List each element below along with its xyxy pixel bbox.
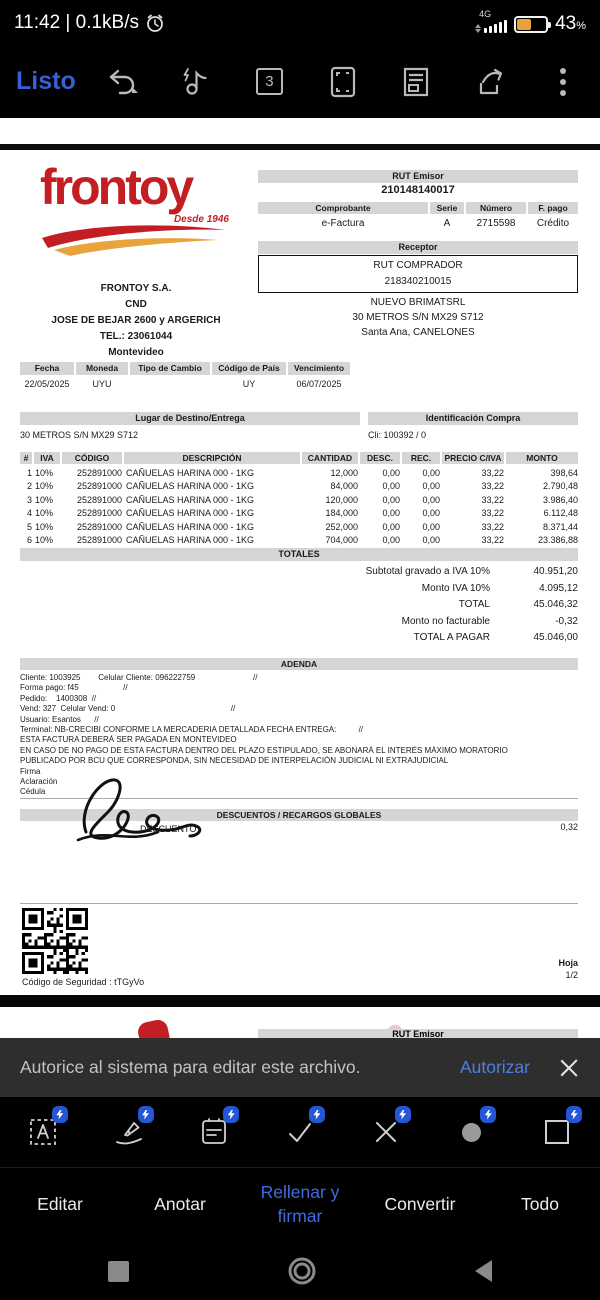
meta-table <box>20 362 352 389</box>
adenda-line: Cliente: 1003925 Celular Cliente: 096222759 // <box>20 673 258 682</box>
brand-name: frontoy <box>40 159 192 215</box>
brand-tagline: Desde 1946 <box>173 214 229 225</box>
comprobante-table <box>258 202 578 229</box>
document-page-2[interactable] <box>0 1007 600 1038</box>
total-row: Monto no facturable -0,32 <box>401 615 578 627</box>
adenda-line: Terminal: NB-CRECIBI CONFORME LA MERCADERIA DETALLADA FECHA ENTREGA: // <box>20 725 364 735</box>
numero-value: 2715598 <box>476 218 516 229</box>
page-separator <box>0 995 600 1007</box>
item-row: 1 10% 252891000 CAÑUELAS HARINA 000 - 1KG 12,000 0,00 0,00 33,22 398,64 <box>26 467 578 478</box>
receptor-name: NUEVO BRIMATSRL <box>370 297 466 308</box>
status-bar <box>0 0 600 45</box>
comprobante-value: e-Factura <box>321 218 365 229</box>
items-header-cell: DESCRIPCIÓN <box>124 452 300 464</box>
premium-badge-icon <box>566 1106 582 1123</box>
page-number-button[interactable] <box>248 61 290 103</box>
rectangle-icon <box>545 1120 569 1144</box>
adenda-line: Aclaración <box>20 777 58 787</box>
data-arrows-icon <box>475 24 481 33</box>
rectangle-tool[interactable] <box>535 1110 579 1154</box>
item-row: 3 10% 252891000 CAÑUELAS HARINA 000 - 1KG 120,000 0,00 0,00 33,22 3.986,40 <box>26 494 578 505</box>
receptor-city: Santa Ana, CANELONES <box>361 327 475 338</box>
identificacion-value: Cli: 100392 / 0 <box>368 430 427 440</box>
fit-page-icon <box>328 65 358 99</box>
meta-value-cell <box>130 375 210 389</box>
premium-badge-icon <box>138 1106 154 1123</box>
tab-convertir[interactable]: Convertir <box>384 1194 456 1215</box>
emisor-line: TEL.: 23061044 <box>99 331 173 342</box>
fit-page-button[interactable] <box>322 61 364 103</box>
clock-and-netspeed: 11:42 | 0.1kB/s <box>14 11 139 33</box>
meta-value-cell: UYU <box>92 379 112 389</box>
edit-permission-banner <box>0 1038 600 1097</box>
home-button[interactable] <box>286 1255 318 1287</box>
descuento-value: 0,32 <box>560 822 578 832</box>
page2-rut-emisor-label: RUT Emisor <box>258 1029 578 1038</box>
premium-badge-icon <box>309 1106 325 1123</box>
meta-header-cell: Código de País <box>212 362 286 375</box>
battery-percent: 43% <box>555 13 586 34</box>
tab-rellenar-y-firmar[interactable]: Rellenar y firmar <box>260 1182 340 1226</box>
rut-comprador-box <box>258 255 578 293</box>
undo-button[interactable] <box>102 61 144 103</box>
items-header-cell: CANTIDAD <box>302 452 358 464</box>
numero-label: Número <box>466 202 526 214</box>
undo-icon <box>106 67 140 97</box>
cross-tool[interactable] <box>364 1110 408 1154</box>
frontoy-logo <box>40 159 235 258</box>
premium-badge-icon <box>395 1106 411 1123</box>
dot-icon <box>462 1123 481 1142</box>
bottom-tab-bar <box>0 1168 600 1242</box>
items-header-cell: IVA <box>34 452 60 464</box>
destino-value: 30 METROS S/N MX29 S712 <box>20 430 139 440</box>
fpago-value: Crédito <box>536 218 570 229</box>
tab-todo[interactable]: Todo <box>521 1194 559 1215</box>
serie-value: A <box>443 218 451 229</box>
meta-header-cell: Vencimiento <box>288 362 350 375</box>
item-row: 2 10% 252891000 CAÑUELAS HARINA 000 - 1KG 84,000 0,00 0,00 33,22 2.790,48 <box>26 481 578 491</box>
android-nav-bar <box>0 1242 600 1300</box>
handwritten-signature <box>68 770 228 860</box>
total-row: TOTAL 45.046,32 <box>458 599 578 610</box>
back-button[interactable] <box>475 1260 492 1282</box>
rut-emisor-value: 210148140017 <box>381 184 455 196</box>
app-toolbar <box>0 45 600 118</box>
emisor-block <box>20 283 252 363</box>
document-page-1[interactable] <box>0 150 600 995</box>
items-header-cell: DESC. <box>360 452 400 464</box>
banner-message: Autorice al sistema para editar este archivo. <box>20 1057 361 1077</box>
checkmark-tool[interactable] <box>278 1110 322 1154</box>
rut-emisor-label: RUT Emisor <box>258 170 578 183</box>
meta-value-cell: UY <box>242 379 256 389</box>
items-header-cell: # <box>20 452 32 464</box>
items-header-cell: CÓDIGO <box>62 452 122 464</box>
emisor-line: Montevideo <box>108 347 164 358</box>
rut-comprador-value: 218340210015 <box>384 276 452 287</box>
emisor-line: FRONTOY S.A. <box>100 283 172 294</box>
rut-comprador-label: RUT COMPRADOR <box>373 260 463 271</box>
fpago-label: F. pago <box>528 202 578 214</box>
fill-sign-toolbar <box>0 1097 600 1168</box>
meta-header-cell: Tipo de Cambio <box>130 362 210 375</box>
descuento-label: DESCUENTO <box>140 824 197 834</box>
invoice-header-right <box>258 170 578 338</box>
security-code: Código de Seguridad : tTGyVo <box>22 977 145 987</box>
logo-swoosh-icon <box>40 224 230 258</box>
total-row: TOTAL A PAGAR 45.046,00 <box>413 632 578 643</box>
receptor-label: Receptor <box>258 241 578 254</box>
qr-code <box>22 908 88 974</box>
hoja-value: 1/2 <box>565 970 578 980</box>
adenda-header: ADENDA <box>20 658 578 670</box>
ready-button[interactable]: Listo <box>16 67 76 95</box>
close-icon[interactable] <box>558 1057 580 1079</box>
identificacion-header: Identificación Compra <box>368 412 578 425</box>
premium-badge-icon <box>223 1106 239 1123</box>
comprobante-label: Comprobante <box>258 202 428 214</box>
meta-value-cell: 06/07/2025 <box>296 379 342 389</box>
page-count-icon: 3 <box>256 68 283 95</box>
items-table <box>20 452 578 545</box>
overflow-menu-button[interactable] <box>542 61 584 103</box>
battery-icon <box>514 16 548 33</box>
adenda-line: Forma pago: f45 // <box>20 683 128 693</box>
share-button[interactable] <box>469 61 511 103</box>
items-header-cell: MONTO <box>506 452 578 464</box>
adenda-line: Usuario: Esantos // <box>20 714 99 724</box>
adenda-line: EN CASO DE NO PAGO DE ESTA FACTURA DENTRO DEL PLAZO ESTIPULADO, SE ABONARÁ EL INTERÉS MÁXIMO MORATORIO <box>20 745 508 755</box>
tab-anotar[interactable]: Anotar <box>154 1194 206 1215</box>
adenda-line: PUBLICADO POR BCU QUE CORRESPONDA, SIN NECESIDAD DE INTERPELACIÓN JUDICIAL NI EXTRAJUDICIAL <box>20 756 449 766</box>
page2-logo-fragment <box>136 1018 170 1038</box>
item-row: 4 10% 252891000 CAÑUELAS HARINA 000 - 1KG 184,000 0,00 0,00 33,22 6.112,48 <box>26 508 578 518</box>
meta-header-cell: Moneda <box>76 362 128 375</box>
total-row: Subtotal gravado a IVA 10% 40.951,20 <box>365 566 578 577</box>
items-header-cell: REC. <box>402 452 440 464</box>
item-row: 6 10% 252891000 CAÑUELAS HARINA 000 - 1KG 704,000 0,00 0,00 33,22 23.386,88 <box>26 535 578 545</box>
hoja-label: Hoja <box>558 958 578 968</box>
premium-badge-icon <box>480 1106 496 1123</box>
adenda-line: Pedido: 1400308 // <box>20 693 97 703</box>
more-vert-icon <box>559 66 567 98</box>
premium-badge-icon <box>52 1106 68 1123</box>
destino-header: Lugar de Destino/Entrega <box>20 412 360 425</box>
authorize-button[interactable]: Autorizar <box>459 1057 530 1077</box>
page-margin <box>0 118 600 144</box>
form-field-tool[interactable] <box>192 1110 236 1154</box>
share-icon <box>473 66 507 98</box>
divider <box>20 903 578 904</box>
item-row: 5 10% 252891000 CAÑUELAS HARINA 000 - 1KG 252,000 0,00 0,00 33,22 8.371,44 <box>26 521 578 532</box>
descuentos-header: DESCUENTOS / RECARGOS GLOBALES <box>20 809 578 821</box>
read-aloud-icon <box>180 66 212 98</box>
totals-block <box>20 566 578 649</box>
adenda-line: Cédula <box>20 787 46 797</box>
recents-button[interactable] <box>108 1261 129 1282</box>
meta-header-cell: Fecha <box>20 362 74 375</box>
alarm-icon <box>145 13 165 33</box>
items-header-cell: PRECIO C/IVA <box>442 452 504 464</box>
emisor-line: CND <box>125 299 147 310</box>
signal-icon: 4G <box>475 10 507 35</box>
reading-view-icon <box>401 65 431 99</box>
read-aloud-button[interactable] <box>175 61 217 103</box>
total-row: Monto IVA 10% 4.095,12 <box>421 582 578 594</box>
emisor-line: JOSE DE BEJAR 2600 y ARGERICH <box>51 315 221 326</box>
adenda-line: ESTA FACTURA DEBERÁ SER PAGADA EN MONTEVIDEO <box>20 735 237 745</box>
tab-editar[interactable]: Editar <box>37 1194 83 1215</box>
meta-value-cell: 22/05/2025 <box>24 379 70 389</box>
text-box-tool[interactable] <box>21 1110 65 1154</box>
serie-label: Serie <box>430 202 464 214</box>
dot-tool[interactable] <box>449 1110 493 1154</box>
receptor-address: 30 METROS S/N MX29 S712 <box>352 312 484 323</box>
adenda-line: Firma <box>20 766 41 776</box>
totales-header: TOTALES <box>20 548 578 561</box>
signature-tool[interactable] <box>107 1110 151 1154</box>
adenda-line: Vend: 327 Celular Vend: 0 // <box>20 704 236 714</box>
reading-view-button[interactable] <box>395 61 437 103</box>
